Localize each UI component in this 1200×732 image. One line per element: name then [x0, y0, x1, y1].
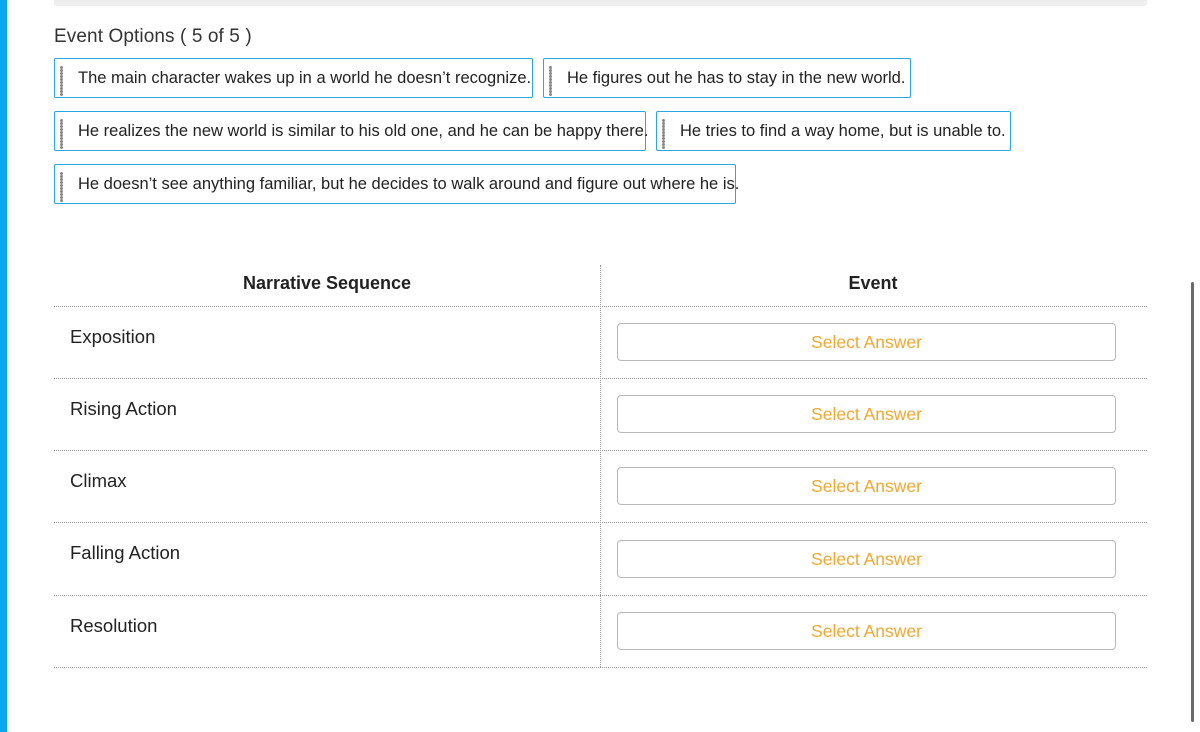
event-option-text: He doesn’t see anything familiar, but he decides to walk around and figure out where he is.: [78, 174, 740, 193]
row-label-climax: Climax: [70, 470, 127, 491]
event-option-text: The main character wakes up in a world he doesn’t recognize.: [78, 68, 532, 87]
header-narrative-sequence: Narrative Sequence: [242, 273, 412, 293]
event-option-text: He realizes the new world is similar to his old one, and he can be happy there.: [78, 121, 649, 140]
event-option-3[interactable]: [54, 111, 649, 151]
table-rule: [54, 450, 1147, 451]
event-option-text: He tries to find a way home, but is unable to.: [680, 121, 1006, 140]
top-divider: [54, 0, 1147, 6]
drag-handle-icon[interactable]: [60, 172, 64, 196]
table-rule: [54, 595, 1147, 596]
event-option-4[interactable]: [656, 111, 1011, 151]
table-rule: [54, 667, 1147, 668]
event-option-text: He figures out he has to stay in the new world.: [567, 68, 906, 87]
scrollbar[interactable]: [1191, 282, 1194, 722]
row-label-resolution: Resolution: [70, 615, 158, 636]
event-option-1[interactable]: [54, 58, 533, 98]
table-rule: [54, 522, 1147, 523]
drag-handle-icon[interactable]: [662, 119, 666, 143]
select-answer-resolution[interactable]: Select Answer: [617, 612, 1116, 650]
table-rule: [54, 378, 1147, 379]
row-label-exposition: Exposition: [70, 326, 156, 347]
drag-handle-icon[interactable]: [60, 66, 64, 90]
select-answer-exposition[interactable]: Select Answer: [617, 323, 1116, 361]
select-answer-climax[interactable]: Select Answer: [617, 467, 1116, 505]
table-column-divider: [600, 265, 601, 667]
event-option-2[interactable]: [543, 58, 911, 98]
left-accent-bar: [0, 0, 7, 732]
event-option-5[interactable]: [54, 164, 740, 204]
select-answer-rising-action[interactable]: Select Answer: [617, 395, 1116, 433]
header-event: Event: [848, 273, 898, 293]
row-label-falling-action: Falling Action: [70, 542, 181, 563]
select-answer-falling-action[interactable]: Select Answer: [617, 540, 1116, 578]
row-label-rising-action: Rising Action: [70, 398, 177, 419]
event-options-title: Event Options ( 5 of 5 ): [54, 26, 252, 47]
drag-handle-icon[interactable]: [549, 66, 553, 90]
table-rule: [54, 306, 1147, 307]
drag-handle-icon[interactable]: [60, 119, 64, 143]
